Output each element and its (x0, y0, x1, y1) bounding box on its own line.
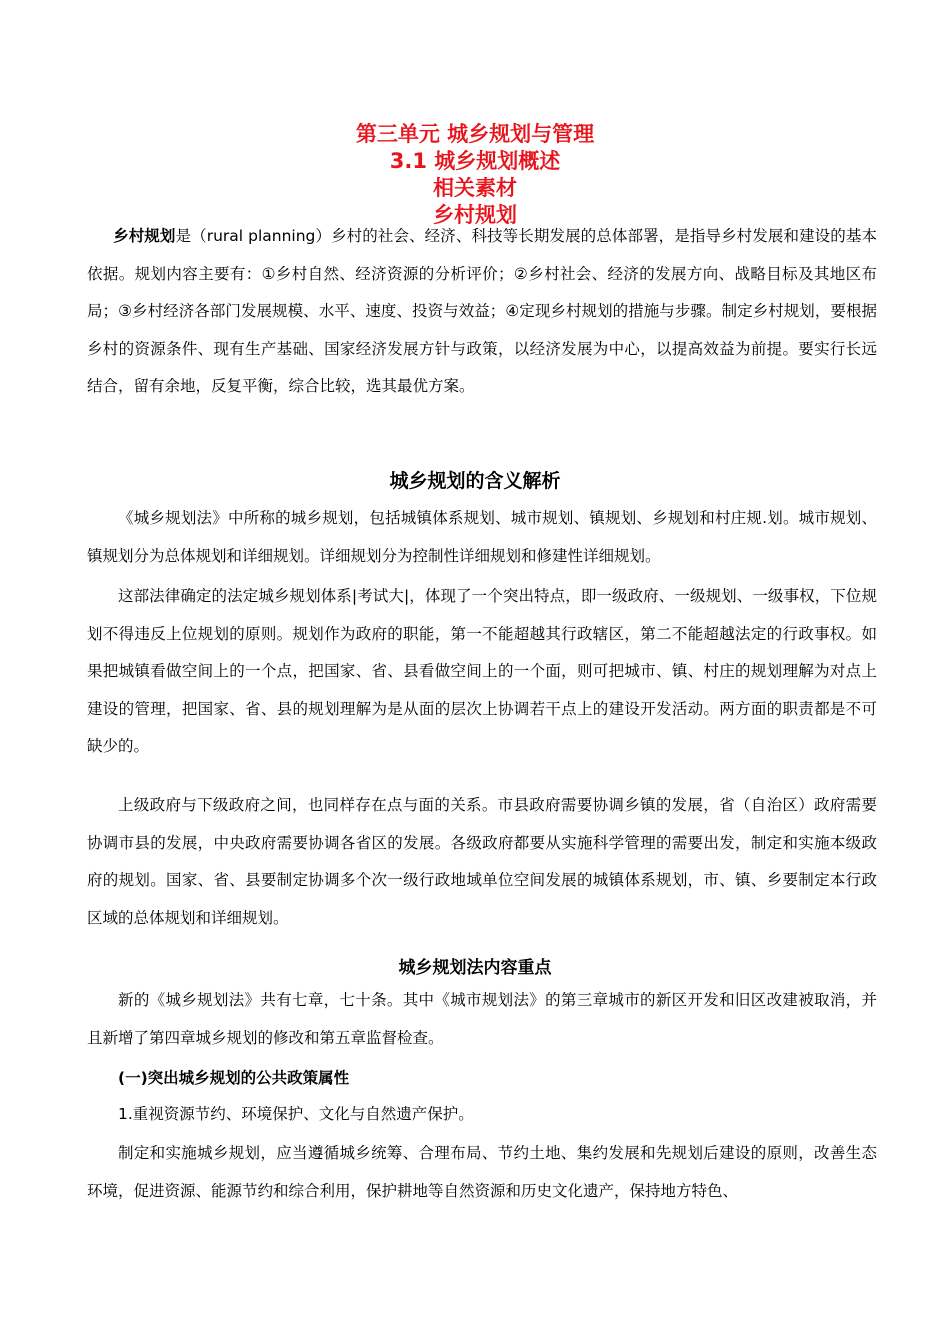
section2-para2: 制定和实施城乡规划，应当遵循城乡统筹、合理布局、节约土地、集约发展和先规划后建设的原则，改善生态环境，促进资源、能源节约和综合利用，保护耕地等自然资源和历史文化遗产，保持地方特色、 (87, 1144, 877, 1200)
title-block (0, 121, 950, 229)
unit-title: 第三单元 城乡规划与管理 (355, 122, 595, 146)
section2-heading: 城乡规划法内容重点 (398, 958, 552, 978)
chapter-title: 3.1 城乡规划概述 (389, 149, 561, 173)
topic-title: 乡村规划 (433, 203, 517, 227)
intro-text: 是（rural planning）乡村的社会、经济、科技等长期发展的总体部署，是指导乡村发展和建设的基本依据。规划内容主要有：①乡村自然、经济资源的分析评价；②乡村社会、经济的发展方向、战略目标及其地区布局；③乡村经济各部门发展规模、水平、速度、投资与效益；④定现乡村规划的措施与步骤。制定乡村规划，要根据乡村的资源条件、现有生产基础、国家经济发展方针与政策，以经济发展为中心，以提高效益为前提。要实行长远结合，留有余地，反复平衡，综合比较，选其最优方案。 (87, 227, 877, 396)
section2-subheading: (一)突出城乡规划的公共政策属性 (118, 1069, 350, 1087)
intro-paragraph (87, 218, 877, 406)
section1-para1: 《城乡规划法》中所称的城乡规划，包括城镇体系规划、城市规划、镇规划、乡规划和村庄规.划。城市规划、镇规划分为总体规划和详细规划。详细规划分为控制性详细规划和修建性详细规划。 (87, 509, 877, 565)
section1-para2: 这部法律确定的法定城乡规划体系|考试大|，体现了一个突出特点，即一级政府、一级规划、一级事权，下位规划不得违反上位规划的原则。规划作为政府的职能，第一不能超越其行政辖区，第二不能超越法定的行政事权。如果把城镇看做空间上的一个点，把国家、省、县看做空间上的一个面，则可把城市、镇、村庄的规划理解为对点上建设的管理，把国家、省、县的规划理解为是从面的层次上协调若干点上的建设开发活动。两方面的职责都是不可缺少的。 (87, 587, 877, 756)
materials-title: 相关素材 (433, 176, 517, 200)
section2-item1: 1.重视资源节约、环境保护、文化与自然遗产保护。 (118, 1105, 474, 1123)
section1-heading: 城乡规划的含义解析 (389, 470, 561, 492)
section1-para3: 上级政府与下级政府之间，也同样存在点与面的关系。市县政府需要协调乡镇的发展，省（自治区）政府需要协调市县的发展，中央政府需要协调各省区的发展。各级政府都要从实施科学管理的需要出发，制定和实施本级政府的规划。国家、省、县要制定协调多个次一级行政地域单位空间发展的城镇体系规划，市、镇、乡要制定本行政区域的总体规划和详细规划。 (87, 796, 877, 927)
section2-para1: 新的《城乡规划法》共有七章，七十条。其中《城市规划法》的第三章城市的新区开发和旧区改建被取消，并且新增了第四章城乡规划的修改和第五章监督检查。 (87, 991, 877, 1047)
intro-lead: 乡村规划 (113, 227, 176, 245)
